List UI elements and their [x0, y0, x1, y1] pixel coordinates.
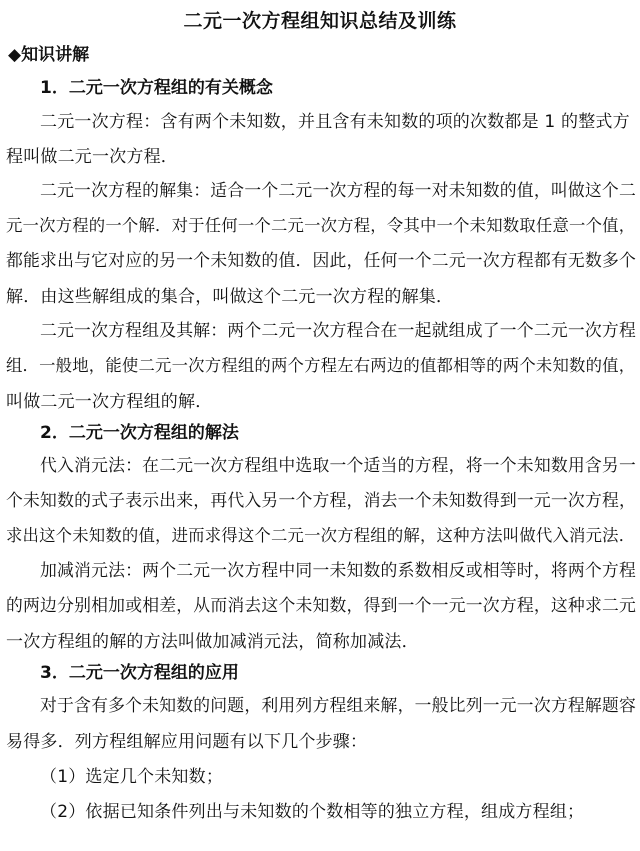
paragraph-line: 求出这个未知数的值，进而求得这个二元一次方程组的解，这种方法叫做代入消元法．: [6, 526, 636, 545]
knowledge-section-heading: ◆知识讲解: [8, 45, 90, 65]
paragraph-line: 个未知数的式子表示出来，再代入另一个方程，消去一个未知数得到一元一次方程，: [6, 490, 637, 510]
paragraph-line: 元一次方程的一个解．对于任何一个二元一次方程，令其中一个未知数取任意一个值，: [6, 216, 636, 235]
step-item: （1）选定几个未知数；: [40, 767, 224, 787]
section-1-heading: 1．二元一次方程组的有关概念: [40, 78, 273, 98]
paragraph-line: 程叫做二元一次方程．: [6, 147, 178, 167]
paragraph-line: 易得多．列方程组解应用问题有以下几个步骤：: [6, 732, 368, 752]
paragraph-line: 代入消元法：在二元一次方程组中选取一个适当的方程，将一个未知数用含另一: [40, 455, 636, 475]
paragraph-line: 都能求出与它对应的另一个未知数的值．因此，任何一个二元一次方程都有无数多个: [6, 250, 637, 270]
paragraph-line: 一次方程组的解的方法叫做加减消元法，简称加减法．: [6, 632, 419, 652]
paragraph-line: 解．由这些解组成的集合，叫做这个二元一次方程的解集．: [6, 287, 454, 307]
paragraph-line: 组．一般地，能使二元一次方程组的两个方程左右两边的值都相等的两个未知数的值，: [6, 356, 636, 375]
paragraph-line: 加减消元法：两个二元一次方程中同一未知数的系数相反或相等时，将两个方程: [40, 560, 636, 580]
section-3-heading: 3．二元一次方程组的应用: [40, 663, 239, 683]
paragraph-line: 对于含有多个未知数的问题，利用列方程组来解，一般比列一元一次方程解题容: [40, 695, 636, 715]
document-title: 二元一次方程组知识总结及训练: [183, 10, 457, 32]
step-item: （2）依据已知条件列出与未知数的个数相等的独立方程，组成方程组；: [40, 802, 585, 822]
paragraph-line: 叫做二元一次方程组的解．: [6, 392, 213, 412]
section-2-heading: 2．二元一次方程组的解法: [40, 423, 239, 443]
paragraph-line: 二元一次方程的解集：适合一个二元一次方程的每一对未知数的值，叫做这个二: [40, 180, 636, 200]
paragraph-line: 二元一次方程组及其解：两个二元一次方程合在一起就组成了一个二元一次方程: [40, 320, 636, 340]
paragraph-line: 的两边分别相加或相差，从而消去这个未知数，得到一个一元一次方程，这种求二元: [6, 595, 637, 615]
paragraph-line: 二元一次方程：含有两个未知数，并且含有未知数的项的次数都是 1 的整式方: [40, 112, 630, 132]
